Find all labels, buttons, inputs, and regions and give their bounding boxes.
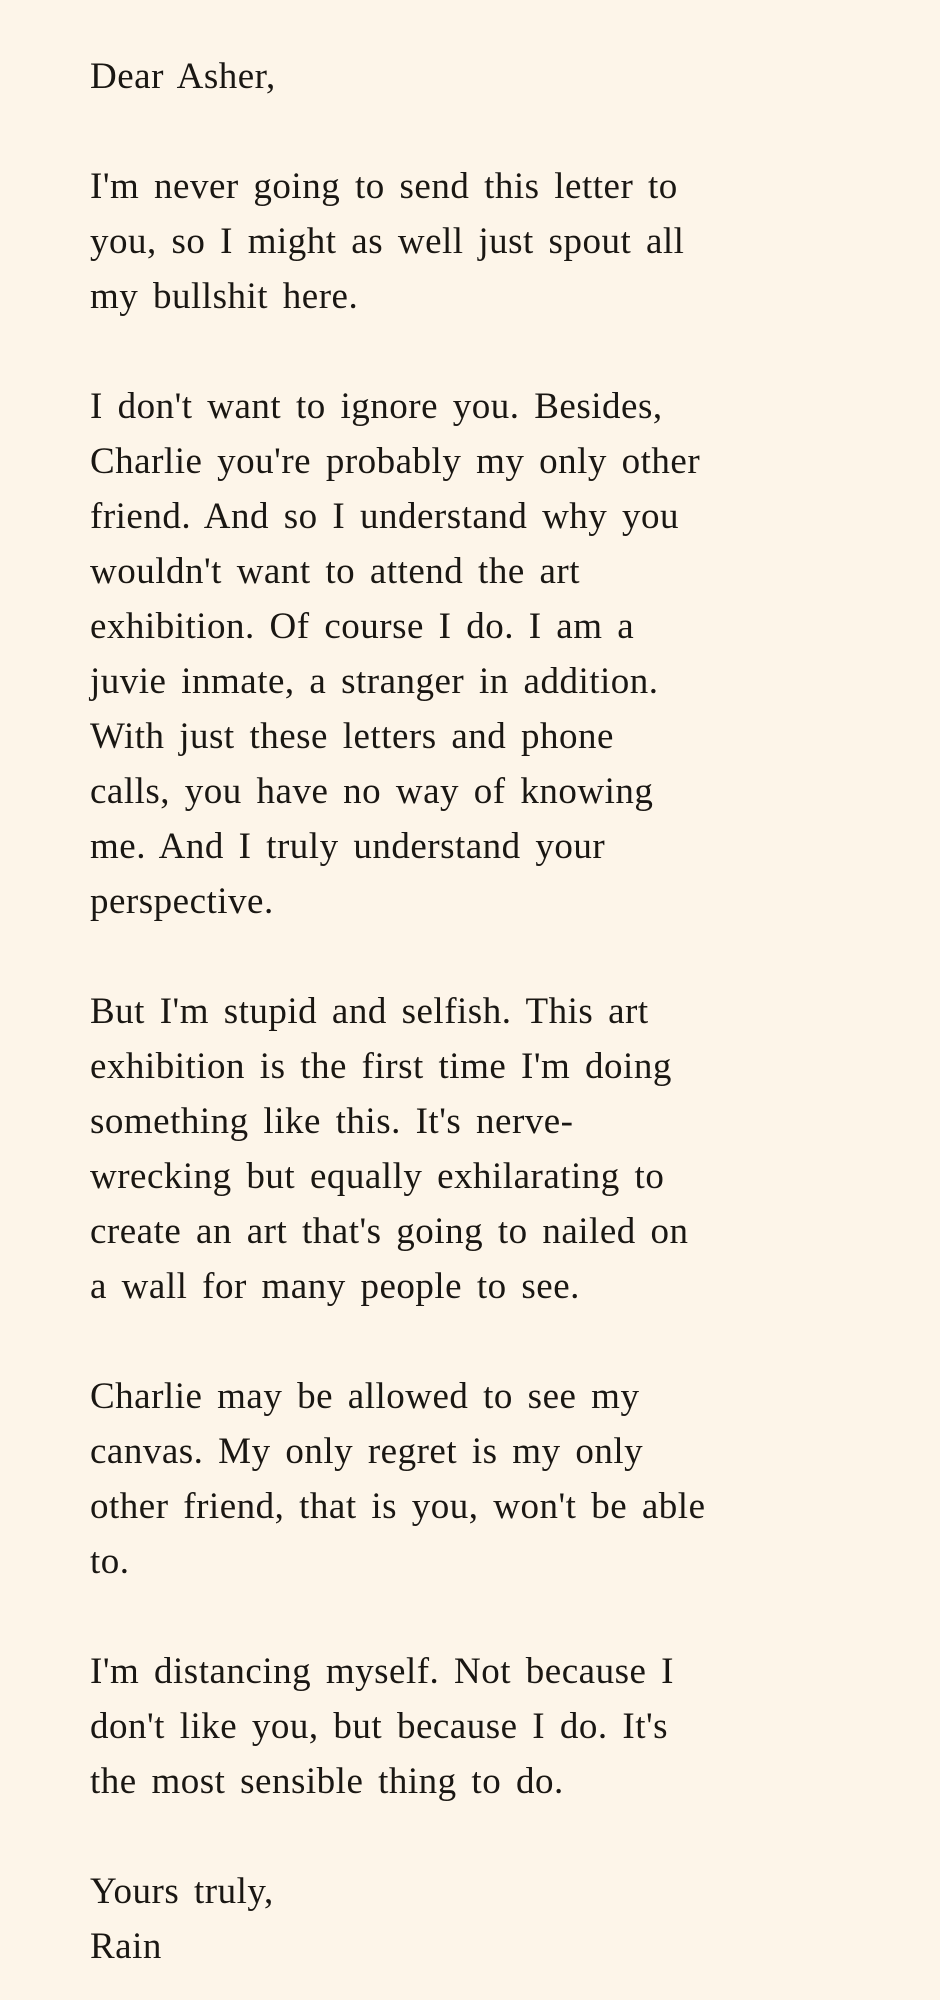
- letter-line: my bullshit here.: [90, 276, 359, 317]
- letter-paragraph: [90, 984, 900, 1314]
- letter-paragraph: [90, 1369, 900, 1589]
- letter-line: With just these letters and phone: [90, 716, 614, 757]
- letter-line: exhibition. Of course I do. I am a: [90, 606, 635, 647]
- letter-salutation: Dear Asher,: [90, 56, 276, 97]
- letter-paragraph: [90, 159, 900, 324]
- letter-closing-block: [90, 1864, 900, 1974]
- letter-line: to.: [90, 1541, 130, 1582]
- letter-line: a wall for many people to see.: [90, 1266, 580, 1307]
- letter-line: But I'm stupid and selfish. This art: [90, 991, 649, 1032]
- letter-line: wrecking but equally exhilarating to: [90, 1156, 665, 1197]
- letter-closing: Yours truly,: [90, 1871, 274, 1912]
- letter-line: other friend, that is you, won't be able: [90, 1486, 706, 1527]
- letter-line: calls, you have no way of knowing: [90, 771, 654, 812]
- letter-line: me. And I truly understand your: [90, 826, 606, 867]
- letter-line: don't like you, but because I do. It's: [90, 1706, 669, 1747]
- letter-signature: Rain: [90, 1926, 162, 1967]
- letter-paragraph: [90, 1644, 900, 1809]
- letter-line: you, so I might as well just spout all: [90, 221, 685, 262]
- letter-line: I'm never going to send this letter to: [90, 166, 678, 207]
- letter-line: wouldn't want to attend the art: [90, 551, 581, 592]
- letter-line: create an art that's going to nailed on: [90, 1211, 689, 1252]
- letter-line: perspective.: [90, 881, 274, 922]
- letter-line: juvie inmate, a stranger in addition.: [90, 661, 659, 702]
- letter-line: Charlie you're probably my only other: [90, 441, 701, 482]
- letter-line: I don't want to ignore you. Besides,: [90, 386, 663, 427]
- letter-line: the most sensible thing to do.: [90, 1761, 564, 1802]
- letter-line: Charlie may be allowed to see my: [90, 1376, 640, 1417]
- letter-line: something like this. It's nerve-: [90, 1101, 574, 1142]
- letter-line: exhibition is the first time I'm doing: [90, 1046, 672, 1087]
- letter-paragraph: [90, 379, 900, 929]
- letter-salutation-block: [90, 49, 900, 104]
- letter-line: friend. And so I understand why you: [90, 496, 680, 537]
- letter-body: [90, 159, 900, 1809]
- letter-line: canvas. My only regret is my only: [90, 1431, 644, 1472]
- letter-line: I'm distancing myself. Not because I: [90, 1651, 674, 1692]
